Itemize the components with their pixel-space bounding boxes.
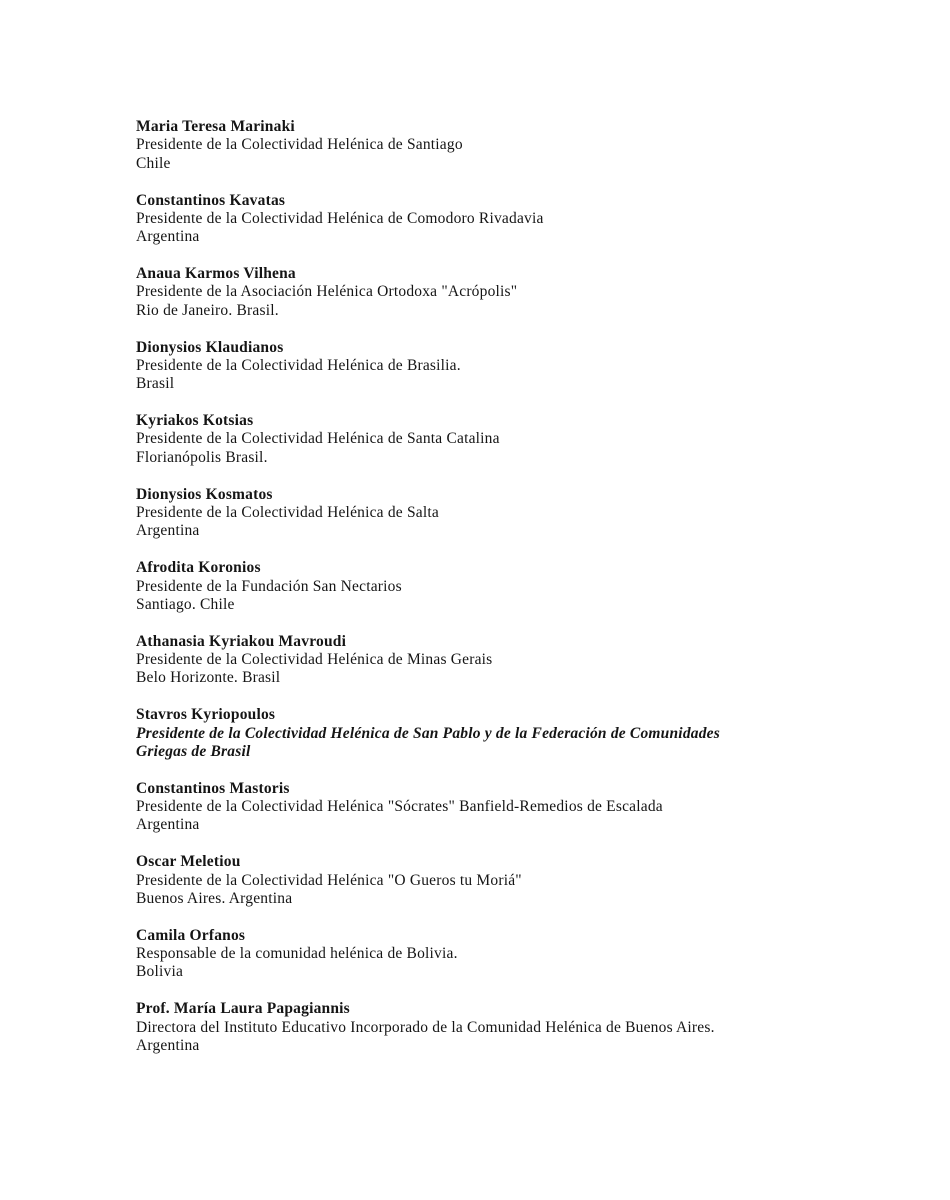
person-name: Constantinos Mastoris <box>136 779 290 797</box>
person-name: Constantinos Kavatas <box>136 191 286 209</box>
person-location-line: Rio de Janeiro. Brasil. <box>136 301 279 319</box>
person-role-line: Presidente de la Colectividad Helénica de Comodoro Rivadavia <box>136 209 544 227</box>
person-location-line: Argentina <box>136 228 200 246</box>
person-role-line: Presidente de la Colectividad Helénica de Salta <box>136 503 439 521</box>
person-location-line: Buenos Aires. Argentina <box>136 889 293 907</box>
person-role-line: Presidente de la Colectividad Helénica de Minas Gerais <box>136 651 493 669</box>
person-name: Camila Orfanos <box>136 926 246 944</box>
person-entry <box>136 265 876 320</box>
person-location-line: Santiago. Chile <box>136 595 235 613</box>
person-name: Maria Teresa Marinaki <box>136 118 295 135</box>
person-name: Oscar Meletiou <box>136 853 241 871</box>
person-entry <box>136 706 876 761</box>
person-entry <box>136 633 876 688</box>
person-entry <box>136 118 876 173</box>
person-role-line: Presidente de la Colectividad Helénica de Santiago <box>136 136 463 154</box>
person-entry <box>136 339 876 394</box>
person-entry <box>136 1000 876 1055</box>
person-location-line: Belo Horizonte. Brasil <box>136 669 281 687</box>
person-entry <box>136 486 876 541</box>
person-role-line: Presidente de la Colectividad Helénica "Sócrates" Banfield-Remedios de Escalada <box>136 798 663 816</box>
person-entry <box>136 412 876 467</box>
person-entry <box>136 780 876 835</box>
person-location-line: Argentina <box>136 1037 200 1054</box>
person-role-line: Presidente de la Colectividad Helénica "O Gueros tu Moriá" <box>136 871 522 889</box>
person-role-line: Presidente de la Asociación Helénica Ortodoxa "Acrópolis" <box>136 283 518 301</box>
person-name: Kyriakos Kotsias <box>136 412 254 430</box>
person-location-line: Argentina <box>136 816 200 834</box>
person-name: Athanasia Kyriakou Mavroudi <box>136 632 347 650</box>
person-name: Prof. María Laura Papagiannis <box>136 1000 350 1018</box>
person-location-line: Argentina <box>136 522 200 540</box>
person-role-line: Presidente de la Fundación San Nectarios <box>136 577 402 595</box>
person-name: Dionysios Klaudianos <box>136 338 284 356</box>
person-location-line: Florianópolis Brasil. <box>136 448 268 466</box>
person-entry <box>136 192 876 247</box>
person-entry <box>136 559 876 614</box>
people-list <box>136 118 876 1074</box>
person-location-line: Griegas de Brasil <box>136 742 251 760</box>
person-role-line: Directora del Instituto Educativo Incorporado de la Comunidad Helénica de Buenos Aires. <box>136 1018 715 1036</box>
person-location-line: Bolivia <box>136 963 184 981</box>
person-role-line: Presidente de la Colectividad Helénica de Santa Catalina <box>136 430 500 448</box>
person-entry <box>136 853 876 908</box>
person-role-line: Responsable de la comunidad helénica de Bolivia. <box>136 945 458 963</box>
person-entry <box>136 927 876 982</box>
person-name: Stavros Kyriopoulos <box>136 706 276 724</box>
person-location-line: Chile <box>136 154 171 172</box>
person-location-line: Brasil <box>136 375 175 393</box>
person-name: Afrodita Koronios <box>136 559 261 577</box>
person-role-line: Presidente de la Colectividad Helénica de Brasilia. <box>136 356 461 374</box>
person-role-line: Presidente de la Colectividad Helénica de San Pablo y de la Federación de Comunidades <box>136 724 720 742</box>
person-name: Dionysios Kosmatos <box>136 485 273 503</box>
person-name: Anaua Karmos Vilhena <box>136 265 296 283</box>
